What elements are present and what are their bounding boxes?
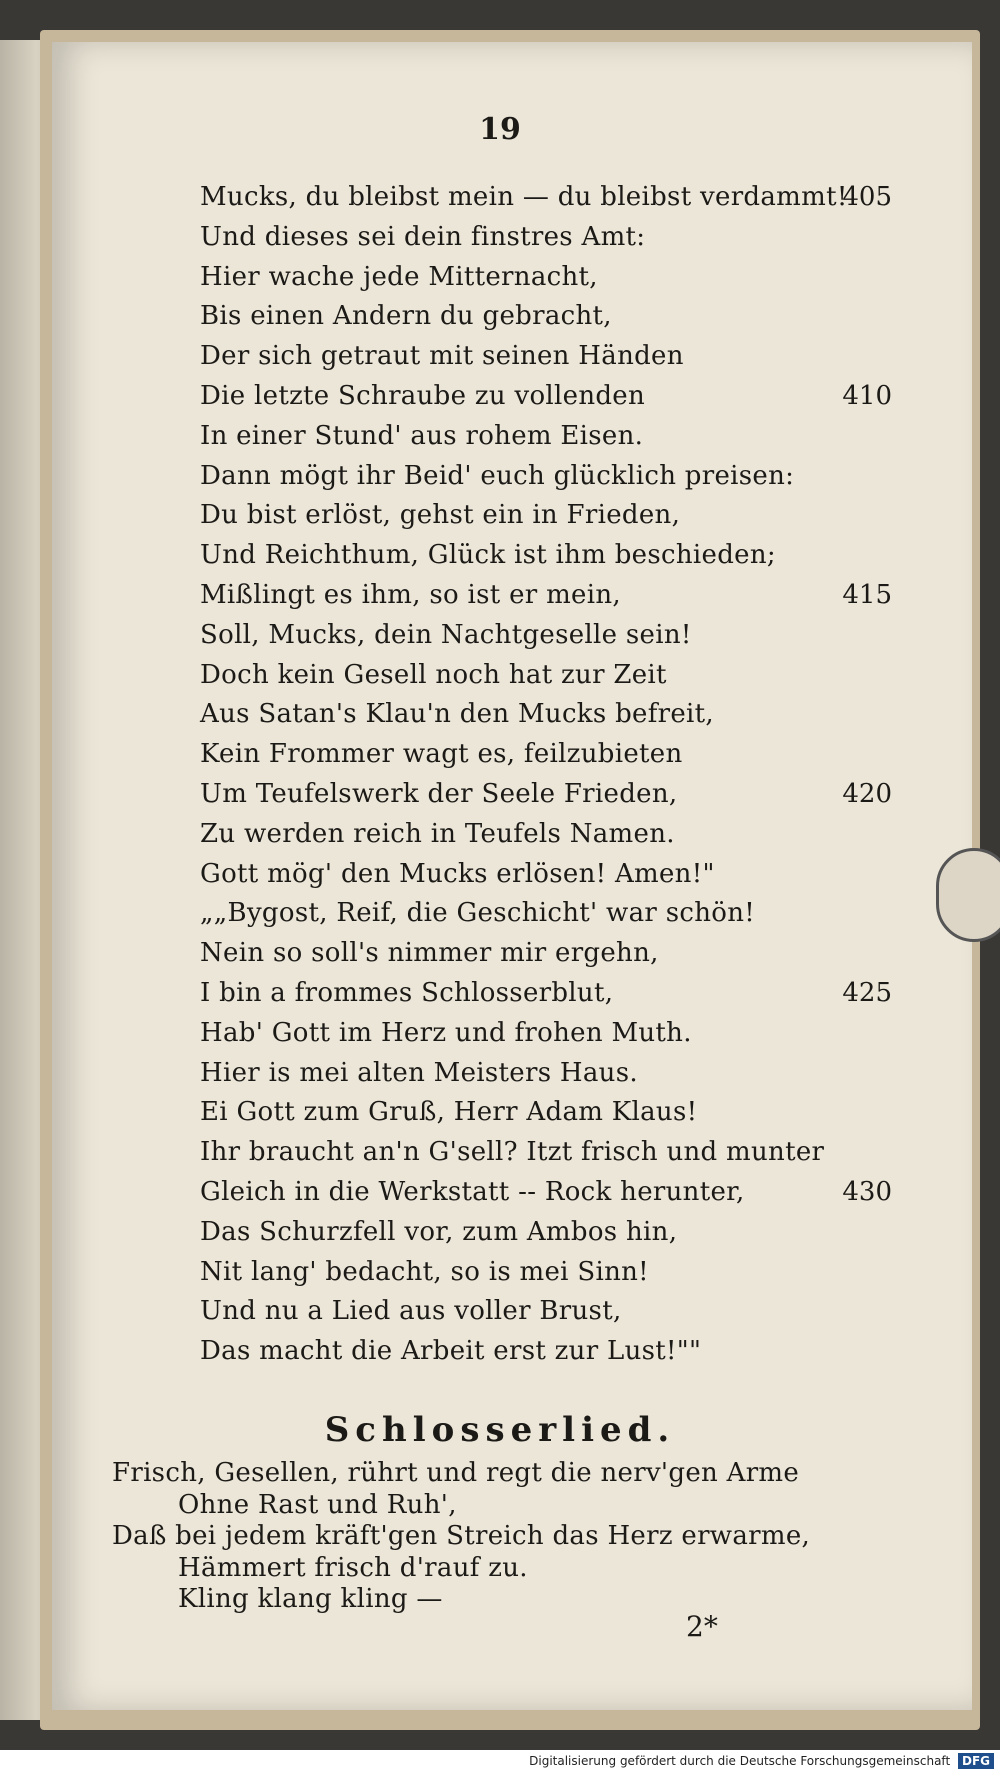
- song-line: Ohne Rast und Ruh',: [178, 1489, 457, 1520]
- poem-line: Doch kein Gesell noch hat zur Zeit: [200, 659, 667, 690]
- poem-line: Die letzte Schraube zu vollenden: [200, 381, 646, 411]
- line-number: 430: [842, 1177, 892, 1207]
- song-heading: Schlosserlied.: [324, 1410, 676, 1450]
- poem-line: „„Bygost, Reif, die Geschicht' war schön!: [200, 898, 755, 929]
- poem-line: Nein so soll's nimmer mir ergehn,: [200, 938, 659, 969]
- poem-line: Ei Gott zum Gruß, Herr Adam Klaus!: [200, 1097, 698, 1128]
- poem-line: Dann mögt ihr Beid' euch glücklich preisen:: [200, 460, 795, 491]
- poem-line: Und Reichthum, Glück ist ihm beschieden;: [200, 540, 776, 571]
- line-number: 405: [842, 182, 892, 212]
- footer-text: Digitalisierung gefördert durch die Deutsche Forschungsgemeinschaft: [529, 1754, 951, 1768]
- poem-line: Das Schurzfell vor, zum Ambos hin,: [200, 1216, 678, 1247]
- poem-line: Gleich in die Werkstatt -- Rock herunter,: [200, 1177, 745, 1207]
- poem-line: Du bist erlöst, gehst ein in Frieden,: [200, 500, 681, 531]
- line-number: 420: [842, 779, 892, 809]
- poem-line: Soll, Mucks, dein Nachtgeselle sein!: [200, 619, 692, 650]
- poem-line: Das macht die Arbeit erst zur Lust!"": [200, 1336, 702, 1367]
- poem-line: Der sich getraut mit seinen Händen: [200, 341, 684, 372]
- poem-line: Ihr braucht an'n G'sell? Itzt frisch und munter: [200, 1137, 825, 1168]
- poem-line: Gott mög' den Mucks erlösen! Amen!": [200, 858, 715, 889]
- poem-line: Nit lang' bedacht, so is mei Sinn!: [200, 1256, 649, 1287]
- song-line: Daß bei jedem kräft'gen Streich das Herz erwarme,: [112, 1521, 811, 1551]
- poem-line: Mißlingt es ihm, so ist er mein,: [200, 580, 621, 610]
- poem-line: Bis einen Andern du gebracht,: [200, 301, 612, 332]
- line-number: 415: [842, 580, 892, 610]
- poem-line: Hier wache jede Mitternacht,: [200, 261, 598, 292]
- page-number: 19: [479, 112, 521, 147]
- digitization-footer: [0, 1750, 1000, 1772]
- poem-line: Um Teufelswerk der Seele Frieden,: [200, 779, 678, 809]
- poem-line: Und nu a Lied aus voller Brust,: [200, 1296, 622, 1327]
- song-line: Kling klang kling —: [178, 1584, 443, 1614]
- song-line: Hämmert frisch d'rauf zu.: [178, 1552, 528, 1583]
- poem-line: Zu werden reich in Teufels Namen.: [200, 818, 675, 849]
- poem-line: Mucks, du bleibst mein — du bleibst verdammt!: [200, 182, 848, 212]
- line-number: 410: [842, 381, 892, 411]
- poem-line: In einer Stund' aus rohem Eisen.: [200, 420, 644, 451]
- signature-mark: 2*: [686, 1610, 718, 1643]
- song-line: Frisch, Gesellen, rührt und regt die nerv'gen Arme: [112, 1458, 800, 1488]
- poem-line: Kein Frommer wagt es, feilzubieten: [200, 739, 683, 770]
- poem-line: I bin a frommes Schlosserblut,: [200, 978, 614, 1008]
- poem-line: Und dieses sei dein finstres Amt:: [200, 221, 646, 252]
- dfg-logo-icon: DFG: [958, 1753, 994, 1769]
- line-number: 425: [842, 978, 892, 1008]
- bookmark-tab: [936, 848, 1000, 942]
- poem-line: Aus Satan's Klau'n den Mucks befreit,: [200, 699, 714, 730]
- poem-line: Hab' Gott im Herz und frohen Muth.: [200, 1017, 692, 1048]
- poem-line: Hier is mei alten Meisters Haus.: [200, 1057, 638, 1088]
